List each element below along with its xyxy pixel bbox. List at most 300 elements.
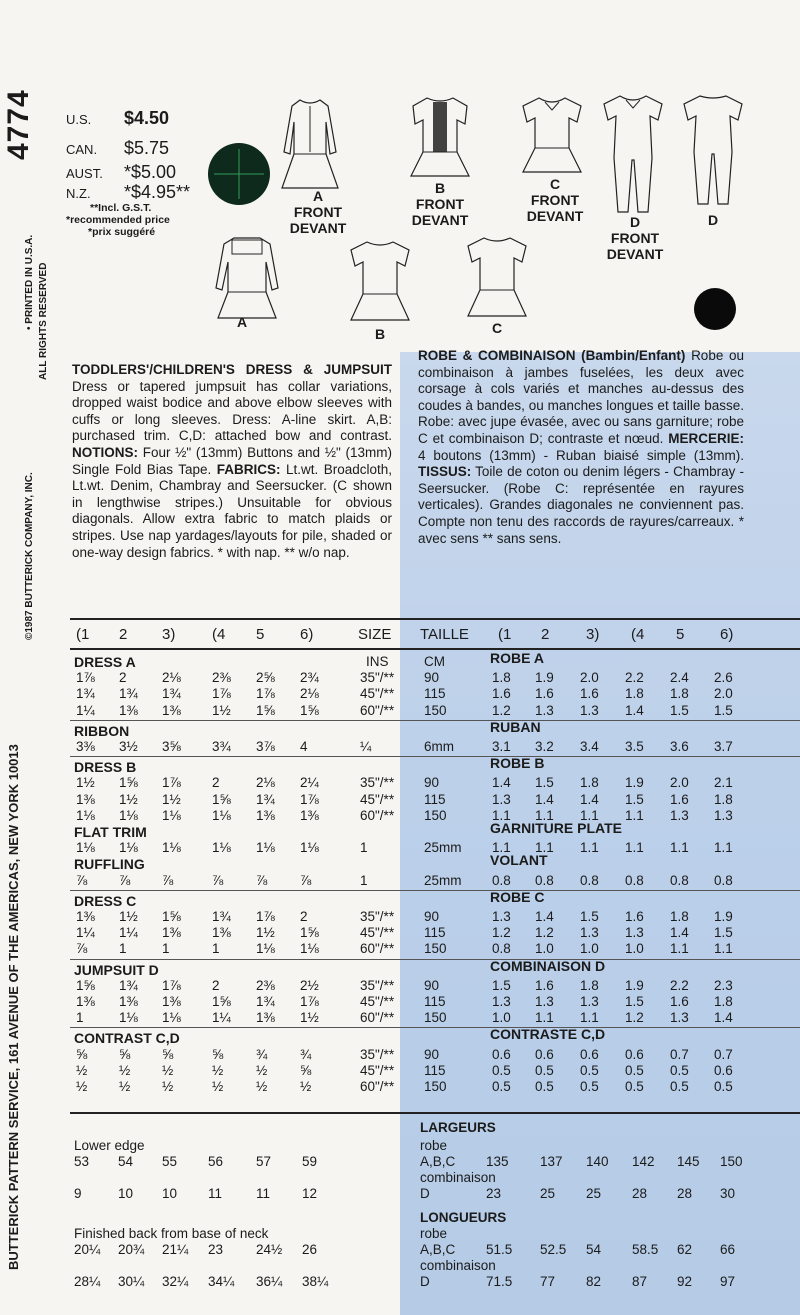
metre-value: 0.5 <box>625 1062 644 1078</box>
unit-label-fr: CM <box>424 654 445 669</box>
view-b-back-label: B <box>374 326 386 342</box>
yardage-value: 1⅛ <box>76 840 95 856</box>
metre-value: 0.5 <box>625 1079 644 1094</box>
metre-value: 0.5 <box>714 1079 733 1094</box>
yardage-value: ⅞ <box>76 941 88 957</box>
metre-value: 0.6 <box>492 1046 511 1062</box>
fabrics-text: Toile de coton ou denim légers - Chambray - Seersucker. (Robe C: représentée en rayures verticales). Grandes diagonales ne conviennent pas. Compte non tenu des raccords de rayures/carreaux. * avec sens ** sans sens. <box>418 464 744 546</box>
metre-value: 1.3 <box>492 909 511 924</box>
yardage-group-label-fr: COMBINAISON D <box>490 957 606 974</box>
yardage-value: 1⅝ <box>300 925 319 941</box>
yardage-value: 1¼ <box>119 925 138 941</box>
yardage-value: 1⅛ <box>212 840 231 856</box>
gst-note: **Incl. G.S.T. <box>90 202 152 214</box>
view-c-front-drawing <box>517 90 587 180</box>
yardage-value: 1⅜ <box>76 791 95 807</box>
yardage-value: 1½ <box>119 791 138 807</box>
metre-value: 1.4 <box>580 791 599 807</box>
yardage-group-label-fr: RUBAN <box>490 718 541 735</box>
length-dress-in: 21¼ <box>162 1242 189 1257</box>
fabric-width: 45"/** <box>360 686 395 702</box>
length-jumpsuit-in: 30¼ <box>118 1274 145 1289</box>
length-dress-in: 24½ <box>256 1242 283 1257</box>
price-value: $4.50 <box>124 108 170 128</box>
fabric-width-cm: 25mm <box>424 840 462 856</box>
metre-value: 0.8 <box>580 872 599 888</box>
yardage-value: 3½ <box>119 739 138 754</box>
taille-header: 5 <box>676 626 685 643</box>
yardage-value: 3⅝ <box>162 739 181 754</box>
yardage-value: 1¼ <box>212 1010 231 1026</box>
metre-value: 2.1 <box>714 775 733 791</box>
fabric-width: 60"/** <box>360 807 395 823</box>
view-d-front-label: D FRONT DEVANT <box>606 214 664 262</box>
metre-value: 1.6 <box>535 686 554 702</box>
metre-value: 0.6 <box>714 1062 733 1078</box>
metre-value: 0.5 <box>535 1062 554 1078</box>
yardage-group-label-fr: GARNITURE PLATE <box>490 820 622 836</box>
metre-value: 0.5 <box>670 1079 689 1094</box>
yardage-value: 1⅞ <box>300 994 319 1009</box>
view-c-back-label: C <box>491 320 503 336</box>
metre-value: 1.2 <box>535 925 554 941</box>
yardage-value: 1⅞ <box>212 686 231 702</box>
table-top-rule <box>70 618 800 620</box>
width-jumpsuit-in: 9 <box>74 1186 82 1201</box>
fabric-width: 35"/** <box>360 670 395 686</box>
width-dress-cm: 137 <box>540 1154 563 1169</box>
metre-value: 1.8 <box>714 994 733 1009</box>
width-dress-in: 54 <box>118 1154 134 1169</box>
metre-value: 1.3 <box>580 994 599 1009</box>
length-jumpsuit-cm: 71.5 <box>486 1274 513 1289</box>
view-d-front-drawing <box>598 88 668 218</box>
yardage-value: ¾ <box>300 1046 312 1062</box>
metre-value: 1.8 <box>714 791 733 807</box>
width-dress-cm: 140 <box>586 1154 609 1169</box>
metre-value: 1.3 <box>492 791 511 807</box>
metre-value: 3.7 <box>714 739 733 754</box>
yardage-value: 2 <box>119 670 127 686</box>
yardage-value: ½ <box>212 1062 224 1078</box>
yardage-value: ⅝ <box>212 1046 224 1062</box>
unit-label: INS <box>366 654 389 669</box>
yardage-value: 1 <box>212 941 220 957</box>
recommended-price-note: *recommended price <box>66 214 170 226</box>
price-value: *$4.95** <box>124 182 191 202</box>
yardage-value: 2 <box>212 977 220 993</box>
yardage-value: ⅞ <box>212 872 224 888</box>
size-header: 3) <box>162 626 176 643</box>
metre-value: 1.1 <box>535 807 554 823</box>
yardage-value: ½ <box>212 1079 224 1094</box>
width-jumpsuit-cm: 25 <box>586 1186 602 1201</box>
yardage-value: 1⅞ <box>300 791 319 807</box>
metre-value: 2.2 <box>670 977 689 993</box>
yardage-value: 1⅜ <box>300 807 319 823</box>
metre-value: 1.3 <box>670 1010 689 1026</box>
yardage-value: 2¾ <box>300 670 319 686</box>
suggested-price-note: *prix suggéré <box>88 226 156 238</box>
width-dress-in: 57 <box>256 1154 272 1169</box>
notions-label: MERCERIE: <box>668 430 744 446</box>
yardage-value: 1¾ <box>212 909 231 924</box>
fabric-width-cm: 150 <box>424 702 447 718</box>
length-dress-cm: 62 <box>677 1242 693 1257</box>
price-value: $5.75 <box>124 138 170 158</box>
yardage-value: ⅝ <box>119 1046 131 1062</box>
metre-value: 1.3 <box>714 807 733 823</box>
metre-value: 1.8 <box>670 686 689 702</box>
fabric-width-cm: 90 <box>424 977 440 993</box>
yardage-value: 2⅛ <box>300 686 319 702</box>
yardage-value: 1½ <box>300 1010 319 1026</box>
fabric-width: 45"/** <box>360 994 395 1009</box>
metre-value: 1.4 <box>625 702 644 718</box>
robe-label: robe <box>420 1226 448 1241</box>
length-dress-cm: 58.5 <box>632 1242 659 1257</box>
fabric-width: 35"/** <box>360 1046 395 1062</box>
fabric-width: 60"/** <box>360 1010 395 1026</box>
yardage-group-label-fr: CONTRASTE C,D <box>490 1026 606 1043</box>
metre-value: 0.5 <box>492 1062 511 1078</box>
metre-value: 1.4 <box>492 775 511 791</box>
fabric-width: 45"/** <box>360 1062 395 1078</box>
yardage-value: 1⅛ <box>256 941 275 957</box>
yardage-value: 1⅜ <box>162 925 181 941</box>
yardage-value: 1⅜ <box>76 994 95 1009</box>
yardage-value: 1⅛ <box>256 840 275 856</box>
yardage-value: 1⅛ <box>119 1010 138 1026</box>
yardage-value: ½ <box>162 1062 174 1078</box>
view-d-back-label: D <box>707 212 719 228</box>
metre-value: 1.1 <box>580 1010 599 1026</box>
yardage-value: ½ <box>76 1062 88 1078</box>
size-header: (4 <box>212 626 226 643</box>
metre-value: 1.3 <box>580 702 599 718</box>
description-english <box>72 362 392 561</box>
metre-value: 0.5 <box>492 1079 511 1094</box>
yardage-value: 1½ <box>256 925 275 941</box>
length-jumpsuit-cm: 97 <box>720 1274 736 1289</box>
length-dress-in: 20¾ <box>118 1242 145 1257</box>
width-jumpsuit-in: 12 <box>302 1186 318 1201</box>
yardage-value: 1⅜ <box>256 807 275 823</box>
yardage-value: 2 <box>300 909 308 924</box>
metre-value: 0.5 <box>535 1079 554 1094</box>
yardage-value: ½ <box>162 1079 174 1094</box>
view-d-back-drawing <box>678 88 748 208</box>
yardage-value: ⅞ <box>162 872 174 888</box>
yardage-value: 1 <box>162 941 170 957</box>
metre-value: 1.1 <box>580 807 599 823</box>
fabrics-label: TISSUS: <box>418 464 472 480</box>
metre-value: 0.8 <box>670 872 689 888</box>
yardage-group-label: RUFFLING <box>74 856 145 873</box>
metre-value: 2.0 <box>714 686 733 702</box>
fabric-width: 45"/** <box>360 925 395 941</box>
yardage-value: 1¼ <box>76 702 95 718</box>
yardage-value: 1⅜ <box>212 925 231 941</box>
length-dress-cm: 54 <box>586 1242 602 1257</box>
yardage-group-label: RIBBON <box>74 722 130 739</box>
metre-value: 0.6 <box>535 1046 554 1062</box>
group-divider <box>70 1027 800 1028</box>
yardage-value: 1¾ <box>256 994 275 1009</box>
yardage-value: 1⅛ <box>119 840 138 856</box>
metre-value: 1.6 <box>580 686 599 702</box>
printed-in-usa: • PRINTED IN U.S.A. <box>24 234 35 330</box>
yardage-value: ⅝ <box>162 1046 174 1062</box>
robe-label: robe <box>420 1138 448 1153</box>
yardage-value: 1½ <box>212 702 231 718</box>
metre-value: 0.8 <box>492 872 511 888</box>
metre-value: 1.4 <box>535 909 554 924</box>
size-header: 6) <box>300 626 314 643</box>
yardage-value: ½ <box>76 1079 88 1094</box>
metre-value: 1.6 <box>670 791 689 807</box>
yardage-group-label: DRESS B <box>74 759 137 776</box>
metre-value: 1.4 <box>714 1010 733 1026</box>
yardage-group-label: JUMPSUIT D <box>74 961 159 978</box>
length-jumpsuit-in: 36¼ <box>256 1274 283 1289</box>
size-header: 5 <box>256 626 265 643</box>
width-dress-cm: 150 <box>720 1154 743 1169</box>
taille-header: (1 <box>498 626 512 643</box>
width-jumpsuit-in: 11 <box>256 1186 271 1201</box>
yardage-value: 1⅜ <box>256 1010 275 1026</box>
metre-value: 1.1 <box>535 1010 554 1026</box>
metre-value: 1.0 <box>580 941 599 957</box>
combinaison-label: combinaison <box>420 1258 496 1273</box>
fabric-width-cm: 115 <box>424 994 446 1009</box>
metre-value: 1.1 <box>535 840 554 856</box>
view-b-front-label: B FRONT DEVANT <box>411 180 469 228</box>
view-c-front-label: C FRONT DEVANT <box>526 176 584 224</box>
metre-value: 1.9 <box>535 670 554 686</box>
metre-value: 1.9 <box>625 775 644 791</box>
width-dress-cm: 142 <box>632 1154 655 1169</box>
metre-value: 0.7 <box>670 1046 689 1062</box>
price-value: *$5.00 <box>124 162 177 182</box>
length-jumpsuit-cm: 77 <box>540 1274 556 1289</box>
length-dress-cm: 66 <box>720 1242 736 1257</box>
metre-value: 1.5 <box>670 702 689 718</box>
length-jumpsuit-in: 38¼ <box>302 1274 329 1289</box>
yardage-group-label: FLAT TRIM <box>74 824 147 840</box>
metre-value: 0.6 <box>625 1046 644 1062</box>
metre-value: 0.5 <box>580 1062 599 1078</box>
rights-reserved: ALL RIGHTS RESERVED <box>38 262 49 380</box>
metre-value: 1.9 <box>625 977 644 993</box>
width-dress-cm: 145 <box>677 1154 700 1169</box>
width-jumpsuit-cm: 25 <box>540 1186 556 1201</box>
length-dress-cm: 51.5 <box>486 1242 513 1257</box>
view-a-front-label: A FRONT DEVANT <box>289 188 347 236</box>
metre-value: 1.4 <box>535 791 554 807</box>
length-jumpsuit-cm: 87 <box>632 1274 648 1289</box>
yardage-value: ½ <box>119 1062 131 1078</box>
width-dress-in: 55 <box>162 1154 178 1169</box>
yardage-group-label-fr: ROBE A <box>490 650 544 666</box>
fabric-width: 60"/** <box>360 702 395 718</box>
metre-value: 0.6 <box>580 1046 599 1062</box>
width-jumpsuit-cm: 30 <box>720 1186 736 1201</box>
taille-header: (4 <box>631 626 645 643</box>
taille-label: TAILLE <box>420 626 469 643</box>
width-dress-in: 56 <box>208 1154 224 1169</box>
yardage-value: 1¾ <box>256 791 275 807</box>
metre-value: 1.2 <box>492 925 511 941</box>
finished-back-label: Finished back from base of neck <box>74 1226 269 1241</box>
fabric-width-cm: 115 <box>424 791 446 807</box>
yardage-value: ½ <box>300 1079 312 1094</box>
metre-value: 2.0 <box>670 775 689 791</box>
metre-value: 1.6 <box>492 686 511 702</box>
metre-value: 1.2 <box>625 1010 644 1026</box>
metre-value: 0.8 <box>492 941 511 957</box>
fabric-width-cm: 150 <box>424 941 447 957</box>
fabric-width: 1 <box>360 872 368 888</box>
price-country: CAN. <box>66 142 98 157</box>
yardage-value: 1⅛ <box>162 840 181 856</box>
price-country: N.Z. <box>66 186 91 201</box>
yardage-value: 1⅝ <box>212 994 231 1009</box>
yardage-value: 1⅞ <box>162 977 181 993</box>
yardage-value: 1⅝ <box>212 791 231 807</box>
width-jumpsuit-in: 10 <box>118 1186 134 1201</box>
metre-value: 1.8 <box>580 977 599 993</box>
metre-value: 1.5 <box>714 925 733 941</box>
length-dress-in: 20¼ <box>74 1242 101 1257</box>
length-dress-cm: 52.5 <box>540 1242 567 1257</box>
fabric-width: ¼ <box>360 739 372 754</box>
group-divider <box>70 959 800 960</box>
metre-value: 0.5 <box>670 1062 689 1078</box>
yardage-value: 1¾ <box>119 686 138 702</box>
metre-value: 3.1 <box>492 739 511 754</box>
yardage-value: 1⅛ <box>76 807 95 823</box>
pattern-number: 4774 <box>2 89 35 160</box>
metre-value: 1.3 <box>580 925 599 941</box>
yardage-value: 2⅛ <box>256 775 275 791</box>
yardage-value: 1¾ <box>162 686 181 702</box>
view-a-back-drawing <box>212 234 282 324</box>
notions-text: 4 boutons (13mm) - Ruban biaisé simple (13mm). <box>418 447 744 463</box>
description-title: ROBE & COMBINAISON (Bambin/Enfant) <box>418 348 686 363</box>
yardage-value: 4 <box>300 739 308 754</box>
yardage-value: 1¾ <box>119 977 138 993</box>
yardage-value: 2 <box>212 775 220 791</box>
yardage-value: 1 <box>119 941 127 957</box>
yardage-value: 1½ <box>162 791 181 807</box>
metre-value: 0.8 <box>535 872 554 888</box>
view-a-back-label: A <box>236 314 248 330</box>
width-dress-in: 53 <box>74 1154 90 1169</box>
metre-value: 1.1 <box>714 941 733 957</box>
button-swatch-icon <box>208 143 270 205</box>
view-a-front-drawing <box>270 92 350 192</box>
yardage-value: 2⅜ <box>212 670 231 686</box>
measurements-rule <box>70 1112 800 1114</box>
metre-value: 1.8 <box>580 775 599 791</box>
yardage-value: 2¼ <box>300 775 319 791</box>
metre-value: 1.0 <box>625 941 644 957</box>
yardage-group-label: DRESS A <box>74 654 136 670</box>
metre-value: 1.6 <box>535 977 554 993</box>
yardage-value: 1 <box>76 1010 84 1026</box>
yardage-value: 1⅝ <box>300 702 319 718</box>
fabric-width: 60"/** <box>360 1079 395 1094</box>
view-b-back-drawing <box>345 236 415 328</box>
price-country: AUST. <box>66 166 103 181</box>
copyright-notice: ©1987 BUTTERICK COMPANY, INC. <box>24 472 35 640</box>
yardage-value: 1⅞ <box>256 686 275 702</box>
yardage-value: 1⅛ <box>300 840 319 856</box>
metre-value: 1.1 <box>580 840 599 856</box>
metre-value: 1.4 <box>670 925 689 941</box>
metre-value: 1.8 <box>625 686 644 702</box>
fabrics-text: Lt.wt. Broadcloth, Lt.wt. Denim, Chambray and Seersucker. (C shown in lengthwise stripes.) Unsuitable for obvious diagonals. Allow extra fabric to match plaids or stripes. Use nap yardages/layouts for pile, shaded or one-way design fabrics. * with nap. ** w/o nap. <box>72 461 392 560</box>
width-jumpsuit-cm: 28 <box>632 1186 648 1201</box>
metre-value: 1.0 <box>535 941 554 957</box>
metre-value: 2.3 <box>714 977 733 993</box>
view-b-front-drawing <box>405 90 475 185</box>
metre-value: 1.1 <box>492 840 511 856</box>
yardage-value: 1⅞ <box>256 909 275 924</box>
group-divider <box>70 756 800 757</box>
metre-value: 3.5 <box>625 739 644 754</box>
yardage-value: 1⅜ <box>162 994 181 1009</box>
width-jumpsuit-cm: 28 <box>677 1186 693 1201</box>
fabric-width: 35"/** <box>360 977 395 993</box>
fabric-width-cm: 90 <box>424 1046 440 1062</box>
yardage-value: 1⅛ <box>162 807 181 823</box>
yardage-value: ½ <box>256 1062 268 1078</box>
yardage-value: ⅞ <box>119 872 131 888</box>
description-body: Dress or tapered jumpsuit has collar variations, dropped waist bodice and above elbow sleeves with cuffs or long sleeves. Dress: A-line skirt. A,B: purchased trim. C,D: attached bow and contrast. <box>72 378 392 444</box>
width-jumpsuit-in: 11 <box>208 1186 223 1201</box>
taille-header: 2 <box>541 626 550 643</box>
length-dress-in: 26 <box>302 1242 318 1257</box>
length-jumpsuit-cm: 92 <box>677 1274 693 1289</box>
taille-header: 3) <box>586 626 600 643</box>
width-jumpsuit-cm: 23 <box>486 1186 502 1201</box>
punch-hole-icon <box>694 288 736 330</box>
metre-value: 1.9 <box>714 909 733 924</box>
fabric-width: 60"/** <box>360 941 395 957</box>
yardage-value: 1½ <box>119 909 138 924</box>
dress-views-fr: A,B,C <box>420 1242 456 1257</box>
metre-value: 3.2 <box>535 739 554 754</box>
metre-value: 3.6 <box>670 739 689 754</box>
width-jumpsuit-in: 10 <box>162 1186 178 1201</box>
fabric-width-cm: 90 <box>424 670 440 686</box>
taille-header: 6) <box>720 626 734 643</box>
metre-value: 1.3 <box>492 994 511 1009</box>
notions-text: Four ½" (13mm) Buttons and ½" (13mm) Single Fold Bias Tape. <box>72 444 392 477</box>
fabrics-label: FABRICS: <box>216 461 281 477</box>
fabric-width-cm: 6mm <box>424 739 454 754</box>
yardage-value: 1⅝ <box>256 702 275 718</box>
fabric-width-cm: 90 <box>424 775 440 791</box>
yardage-value: 1⅜ <box>119 702 138 718</box>
group-divider <box>70 890 800 891</box>
metre-value: 2.4 <box>670 670 689 686</box>
yardage-value: 2½ <box>300 977 319 993</box>
yardage-value: 1⅞ <box>162 775 181 791</box>
metre-value: 1.0 <box>492 1010 511 1026</box>
